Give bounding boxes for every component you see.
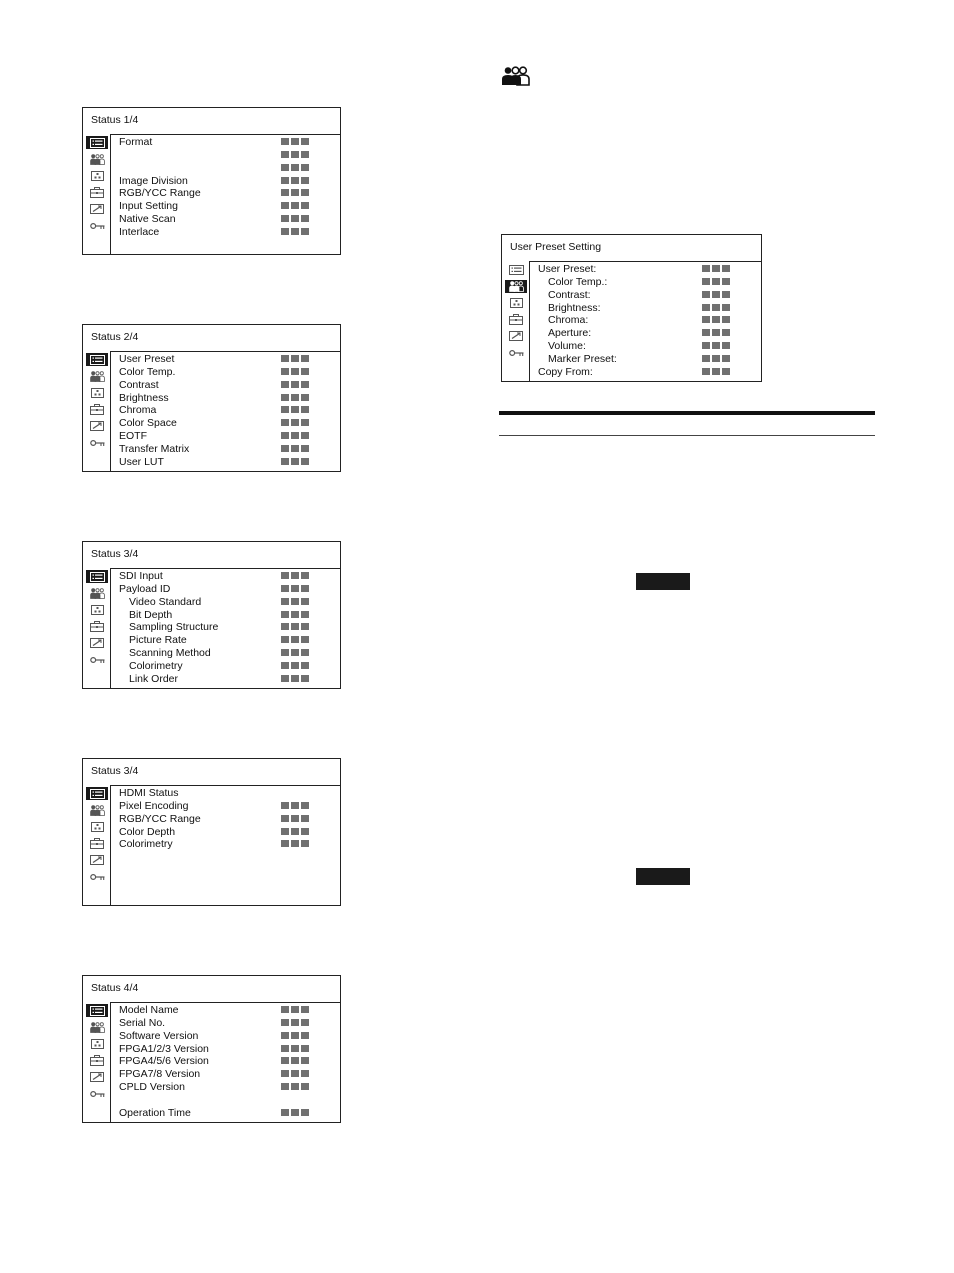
menu-item[interactable] — [111, 404, 340, 417]
value-placeholder — [702, 342, 730, 349]
menu-item-label: SDI Input — [119, 570, 163, 582]
value-placeholder — [281, 802, 309, 809]
value-placeholder — [281, 675, 309, 682]
menu-item[interactable] — [111, 621, 340, 634]
menu-item[interactable] — [111, 366, 340, 379]
menu-item-label: Software Version — [119, 1029, 199, 1042]
menu-list — [110, 785, 340, 905]
status-icon[interactable] — [86, 787, 108, 800]
value-placeholder — [281, 164, 309, 171]
menu-item-label: Colorimetry — [119, 838, 173, 851]
menu-item-label: Scanning Method — [129, 647, 211, 660]
system-icon[interactable] — [86, 636, 108, 649]
value-placeholder — [281, 815, 309, 822]
menu-item[interactable] — [111, 583, 340, 596]
menu-list — [110, 568, 340, 688]
section-rule-thick — [499, 411, 875, 415]
menu-item-label: Color Temp.: — [548, 275, 608, 288]
menu-item[interactable] — [111, 430, 340, 443]
value-placeholder — [281, 368, 309, 375]
menu-item-label: Color Space — [119, 417, 177, 430]
panel-title: User Preset Setting — [510, 241, 602, 253]
menu-item[interactable] — [111, 175, 340, 188]
value-placeholder — [281, 394, 309, 401]
value-placeholder — [281, 1006, 309, 1013]
value-placeholder — [702, 368, 730, 375]
value-placeholder — [281, 1109, 309, 1116]
value-placeholder — [281, 1083, 309, 1090]
key-lock-icon[interactable] — [86, 870, 108, 883]
function-icon[interactable] — [86, 403, 108, 416]
menu-panel-status-3-hdmi — [82, 758, 341, 906]
function-icon[interactable] — [505, 313, 527, 326]
panel-title: Status 1/4 — [91, 114, 139, 126]
key-lock-icon[interactable] — [86, 1087, 108, 1100]
user-config-icon[interactable] — [86, 603, 108, 616]
menu-item[interactable] — [111, 673, 340, 686]
menu-item[interactable] — [111, 456, 340, 469]
menu-item[interactable] — [111, 634, 340, 647]
value-placeholder — [281, 585, 309, 592]
value-placeholder — [281, 662, 309, 669]
note-label-box — [636, 573, 690, 590]
value-placeholder — [281, 572, 309, 579]
user-preset-icon[interactable] — [86, 1021, 108, 1034]
menu-item[interactable] — [530, 353, 761, 366]
menu-panel-status-1 — [82, 107, 341, 255]
menu-item-label: Bit Depth — [129, 608, 173, 621]
menu-item-label: Color Temp. — [119, 365, 176, 378]
menu-item[interactable] — [111, 200, 340, 213]
system-icon[interactable] — [86, 419, 108, 432]
panel-title: Status 4/4 — [91, 982, 139, 994]
menu-item-label: Native Scan — [119, 213, 176, 226]
menu-item[interactable] — [111, 826, 340, 839]
value-placeholder — [702, 316, 730, 323]
value-placeholder — [702, 355, 730, 362]
menu-item[interactable] — [111, 392, 340, 405]
value-placeholder — [281, 432, 309, 439]
user-config-icon[interactable] — [86, 1037, 108, 1050]
user-preset-icon[interactable] — [86, 587, 108, 600]
menu-item[interactable] — [111, 1004, 340, 1017]
menu-item-label: Chroma: — [548, 314, 589, 327]
menu-panel-user-preset-setting — [501, 234, 762, 382]
value-placeholder — [281, 445, 309, 452]
value-placeholder — [281, 1032, 309, 1039]
menu-panel-status-3-sdi — [82, 541, 341, 689]
value-placeholder — [281, 406, 309, 413]
value-placeholder — [281, 215, 309, 222]
menu-item[interactable] — [111, 1094, 340, 1107]
menu-item[interactable] — [111, 1081, 340, 1094]
menu-item-label: Serial No. — [119, 1016, 166, 1029]
status-icon[interactable] — [86, 1004, 108, 1017]
menu-item[interactable] — [111, 838, 340, 851]
user-preset-icon[interactable] — [86, 370, 108, 383]
user-preset-icon[interactable] — [505, 280, 527, 293]
menu-item[interactable] — [111, 609, 340, 622]
value-placeholder — [702, 278, 730, 285]
menu-item[interactable] — [530, 314, 761, 327]
menu-item-label: Color Depth — [119, 825, 176, 838]
value-placeholder — [281, 623, 309, 630]
menu-item-label: Sampling Structure — [129, 621, 219, 634]
menu-item[interactable] — [111, 379, 340, 392]
menu-item[interactable] — [111, 1068, 340, 1081]
menu-panel-status-2 — [82, 324, 341, 472]
menu-item[interactable] — [111, 213, 340, 226]
menu-item[interactable] — [111, 187, 340, 200]
menu-item[interactable] — [111, 149, 340, 162]
menu-item[interactable] — [111, 1030, 340, 1043]
menu-item[interactable] — [530, 276, 761, 289]
menu-item-label: Brightness: — [548, 301, 601, 314]
key-lock-icon[interactable] — [505, 346, 527, 359]
value-placeholder — [702, 304, 730, 311]
menu-item-label: Model Name — [119, 1004, 179, 1016]
user-config-icon[interactable] — [86, 820, 108, 833]
menu-item[interactable] — [530, 340, 761, 353]
menu-item-label: Contrast: — [548, 288, 591, 301]
menu-item-label: User Preset — [119, 353, 175, 365]
menu-item[interactable] — [111, 813, 340, 826]
key-lock-icon[interactable] — [86, 653, 108, 666]
menu-item-label: Pixel Encoding — [119, 799, 189, 812]
menu-item[interactable] — [111, 353, 340, 366]
value-placeholder — [281, 458, 309, 465]
menu-item[interactable] — [530, 327, 761, 340]
status-icon[interactable] — [86, 570, 108, 583]
menu-list — [529, 261, 761, 381]
menu-item-label: Transfer Matrix — [119, 442, 190, 455]
value-placeholder — [281, 1057, 309, 1064]
menu-item-label: User Preset: — [538, 263, 597, 275]
status-icon[interactable] — [86, 136, 108, 149]
value-placeholder — [281, 1045, 309, 1052]
user-preset-icon[interactable] — [86, 804, 108, 817]
value-placeholder — [281, 840, 309, 847]
menu-item-label: RGB/YCC Range — [119, 187, 201, 200]
user-config-icon[interactable] — [505, 296, 527, 309]
system-icon[interactable] — [86, 1070, 108, 1083]
menu-item-label: EOTF — [119, 430, 147, 443]
key-lock-icon[interactable] — [86, 219, 108, 232]
function-icon[interactable] — [86, 620, 108, 633]
menu-item[interactable] — [111, 800, 340, 813]
panel-title: Status 3/4 — [91, 765, 139, 777]
menu-panel-status-4 — [82, 975, 341, 1123]
status-icon[interactable] — [86, 353, 108, 366]
value-placeholder — [281, 202, 309, 209]
panel-title: Status 2/4 — [91, 331, 139, 343]
value-placeholder — [702, 291, 730, 298]
menu-item-label: Video Standard — [129, 595, 202, 608]
user-config-icon[interactable] — [86, 386, 108, 399]
value-placeholder — [702, 265, 730, 272]
value-placeholder — [281, 189, 309, 196]
value-placeholder — [281, 636, 309, 643]
menu-list — [110, 1002, 340, 1122]
function-icon[interactable] — [86, 1054, 108, 1067]
menu-item[interactable] — [530, 366, 761, 379]
value-placeholder — [281, 598, 309, 605]
value-placeholder — [281, 611, 309, 618]
menu-item[interactable] — [111, 570, 340, 583]
menu-item-label: Brightness — [119, 391, 169, 404]
menu-item[interactable] — [111, 1043, 340, 1056]
menu-item-label: Link Order — [129, 672, 179, 685]
value-placeholder — [281, 1070, 309, 1077]
system-icon[interactable] — [86, 202, 108, 215]
value-placeholder — [281, 649, 309, 656]
menu-item[interactable] — [530, 302, 761, 315]
function-icon[interactable] — [86, 186, 108, 199]
menu-item-label: User LUT — [119, 455, 164, 468]
value-placeholder — [281, 151, 309, 158]
function-icon[interactable] — [86, 837, 108, 850]
menu-list — [110, 351, 340, 471]
menu-item-label: RGB/YCC Range — [119, 812, 201, 825]
value-placeholder — [281, 381, 309, 388]
value-placeholder — [281, 1019, 309, 1026]
menu-item[interactable] — [111, 443, 340, 456]
menu-item-label: Volume: — [548, 340, 586, 353]
value-placeholder — [281, 138, 309, 145]
value-placeholder — [281, 355, 309, 362]
menu-item-label: FPGA1/2/3 Version — [119, 1042, 209, 1055]
menu-item-label: Contrast — [119, 378, 159, 391]
menu-item-label: Format — [119, 136, 153, 148]
menu-item-label: Picture Rate — [129, 634, 187, 647]
value-placeholder — [281, 177, 309, 184]
menu-item[interactable] — [111, 1107, 340, 1120]
menu-item-label: CPLD Version — [119, 1081, 185, 1094]
menu-item-label: Interlace — [119, 225, 160, 238]
system-icon[interactable] — [86, 853, 108, 866]
value-placeholder — [281, 419, 309, 426]
menu-item-label: HDMI Status — [119, 787, 179, 799]
menu-item[interactable] — [111, 226, 340, 239]
menu-item-label: Chroma — [119, 404, 157, 417]
menu-item[interactable] — [530, 263, 761, 276]
menu-item[interactable] — [111, 647, 340, 660]
value-placeholder — [281, 228, 309, 235]
menu-item[interactable] — [530, 289, 761, 302]
menu-item-label: Aperture: — [548, 327, 592, 340]
menu-item-label: Colorimetry — [129, 659, 183, 672]
status-icon[interactable] — [505, 263, 527, 276]
menu-item[interactable] — [111, 1017, 340, 1030]
section-rule-thin — [499, 435, 875, 436]
menu-item[interactable] — [111, 596, 340, 609]
menu-item-label: FPGA4/5/6 Version — [119, 1055, 209, 1068]
panel-title: Status 3/4 — [91, 548, 139, 560]
menu-item-label: Input Setting — [119, 200, 178, 213]
menu-list — [110, 134, 340, 254]
menu-item-label: Image Division — [119, 174, 188, 187]
system-icon[interactable] — [505, 329, 527, 342]
menu-item-label: Operation Time — [119, 1106, 191, 1119]
menu-item[interactable] — [111, 660, 340, 673]
menu-item[interactable] — [111, 136, 340, 149]
key-lock-icon[interactable] — [86, 436, 108, 449]
user-preset-icon — [501, 66, 531, 91]
menu-item[interactable] — [111, 1055, 340, 1068]
menu-item[interactable] — [111, 417, 340, 430]
menu-item[interactable] — [111, 787, 340, 800]
user-preset-icon[interactable] — [86, 153, 108, 166]
value-placeholder — [702, 329, 730, 336]
menu-item[interactable] — [111, 162, 340, 175]
menu-item-label: Copy From: — [538, 365, 593, 378]
menu-item-label: Payload ID — [119, 582, 171, 595]
value-placeholder — [281, 828, 309, 835]
user-config-icon[interactable] — [86, 169, 108, 182]
menu-item-label: FPGA7/8 Version — [119, 1068, 201, 1081]
menu-item-label: Marker Preset: — [548, 352, 617, 365]
note-label-box — [636, 868, 690, 885]
